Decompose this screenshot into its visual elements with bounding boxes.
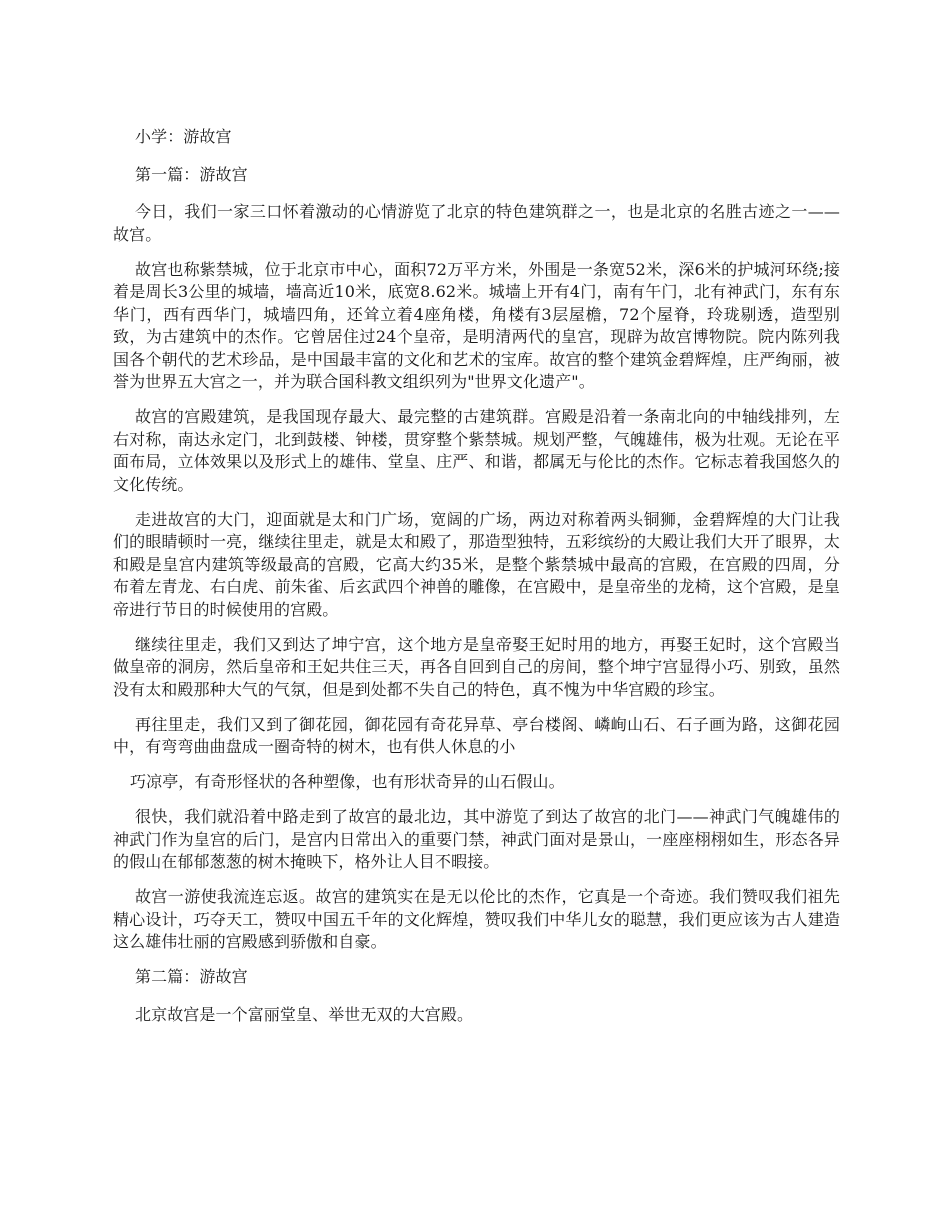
- paragraph-forbidden-city-overview: 故宫也称紫禁城，位于北京市中心，面积72万平方米，外围是一条宽52米，深6米的护城河环绕;接着是周长3公里的城墙，墙高近10米，底宽8.62米。城墙上开有4门，南有午门，北有神武门，东有东华门，西有西华门，城墙四角，还耸立着4座角楼，角楼有3层屋檐，72个屋脊，玲珑剔透，造型别致，为古建筑中的杰作。它曾居住过24个皇帝，是明清两代的皇宫，现辟为故宫博物院。院内陈列我国各个朝代的艺术珍品，是中国最丰富的文化和艺术的宝库。故宫的整个建筑金碧辉煌，庄严绚丽，被誉为世界五大宫之一，并为联合国科教文组织列为"世界文化遗产"。: [113, 259, 840, 391]
- section-heading-part-one: 第一篇：游故宫: [135, 164, 248, 184]
- paragraph-shenwu-gate: 很快，我们就沿着中路走到了故宫的最北边，其中游览了到达了故宫的北门——神武门气魄雄伟的神武门作为皇宫的后门，是宫内日常出入的重要门禁，神武门面对是景山，一座座栩栩如生，形态各异的假山在郁郁葱葱的树木掩映下，格外让人目不暇接。: [113, 807, 840, 871]
- paragraph-palace-architecture: 故宫的宫殿建筑，是我国现存最大、最完整的古建筑群。宫殿是沿着一条南北向的中轴线排列，左右对称，南达永定门，北到鼓楼、钟楼，贯穿整个紫禁城。规划严整，气魄雄伟，极为壮观。无论在平面布局，立体效果以及形式上的雄伟、堂皇、庄严、和谐，都属无与伦比的杰作。它标志着我国悠久的文化传统。: [113, 407, 840, 494]
- paragraph-kunning-palace: 继续往里走，我们又到达了坤宁宫，这个地方是皇帝娶王妃时用的地方，再娶王妃时，这个宫殿当做皇帝的洞房，然后皇帝和王妃共住三天，再各自回到自己的房间，整个坤宁宫显得小巧、别致，虽然没有太和殿那种大气的气氛，但是到处都不失自己的特色，真不愧为中华宫殿的珍宝。: [113, 634, 840, 699]
- paragraph-imperial-garden: 再往里走，我们又到了御花园，御花园有奇花异草、亭台楼阁、嶙峋山石、石子画为路，这御花园中，有弯弯曲曲盘成一圈奇特的树木，也有供人休息的小: [113, 714, 840, 756]
- paragraph-garden-continuation: 巧凉亭，有奇形怪状的各种塑像，也有形状奇异的山石假山。: [130, 772, 565, 791]
- document-title: 小学：游故宫: [135, 127, 232, 146]
- paragraph-taihe-hall: 走进故宫的大门，迎面就是太和门广场，宽阔的广场，两边对称着两头铜狮，金碧辉煌的大门让我们的眼睛顿时一亮，继续往里走，就是太和殿了，那造型独特，五彩缤纷的大殿让我们大开了眼界，太和殿是皇宫内建筑等级最高的宫殿，它高大约35米，是整个紫禁城中最高的宫殿，在宫殿的四周，分布着左青龙、右白虎、前朱雀、后玄武四个神兽的雕像，在宫殿中，是皇帝坐的龙椅，这个宫殿，是皇帝进行节日的时候使用的宫殿。: [113, 509, 840, 619]
- paragraph-intro: 今日，我们一家三口怀着激动的心情游览了北京的特色建筑群之一，也是北京的名胜古迹之一——故宫。: [113, 202, 840, 244]
- paragraph-conclusion: 故宫一游使我流连忘返。故宫的建筑实在是无以伦比的杰作，它真是一个奇迹。我们赞叹我们祖先精心设计，巧夺天工，赞叹中国五千年的文化辉煌，赞叹我们中华儿女的聪慧，我们更应该为古人建造这么雄伟壮丽的宫殿感到骄傲和自豪。: [113, 887, 840, 951]
- paragraph-part-two-opening: 北京故宫是一个富丽堂皇、举世无双的大宫殿。: [135, 1004, 474, 1024]
- section-heading-part-two: 第二篇：游故宫: [135, 967, 248, 986]
- document-body: [113, 126, 840, 1039]
